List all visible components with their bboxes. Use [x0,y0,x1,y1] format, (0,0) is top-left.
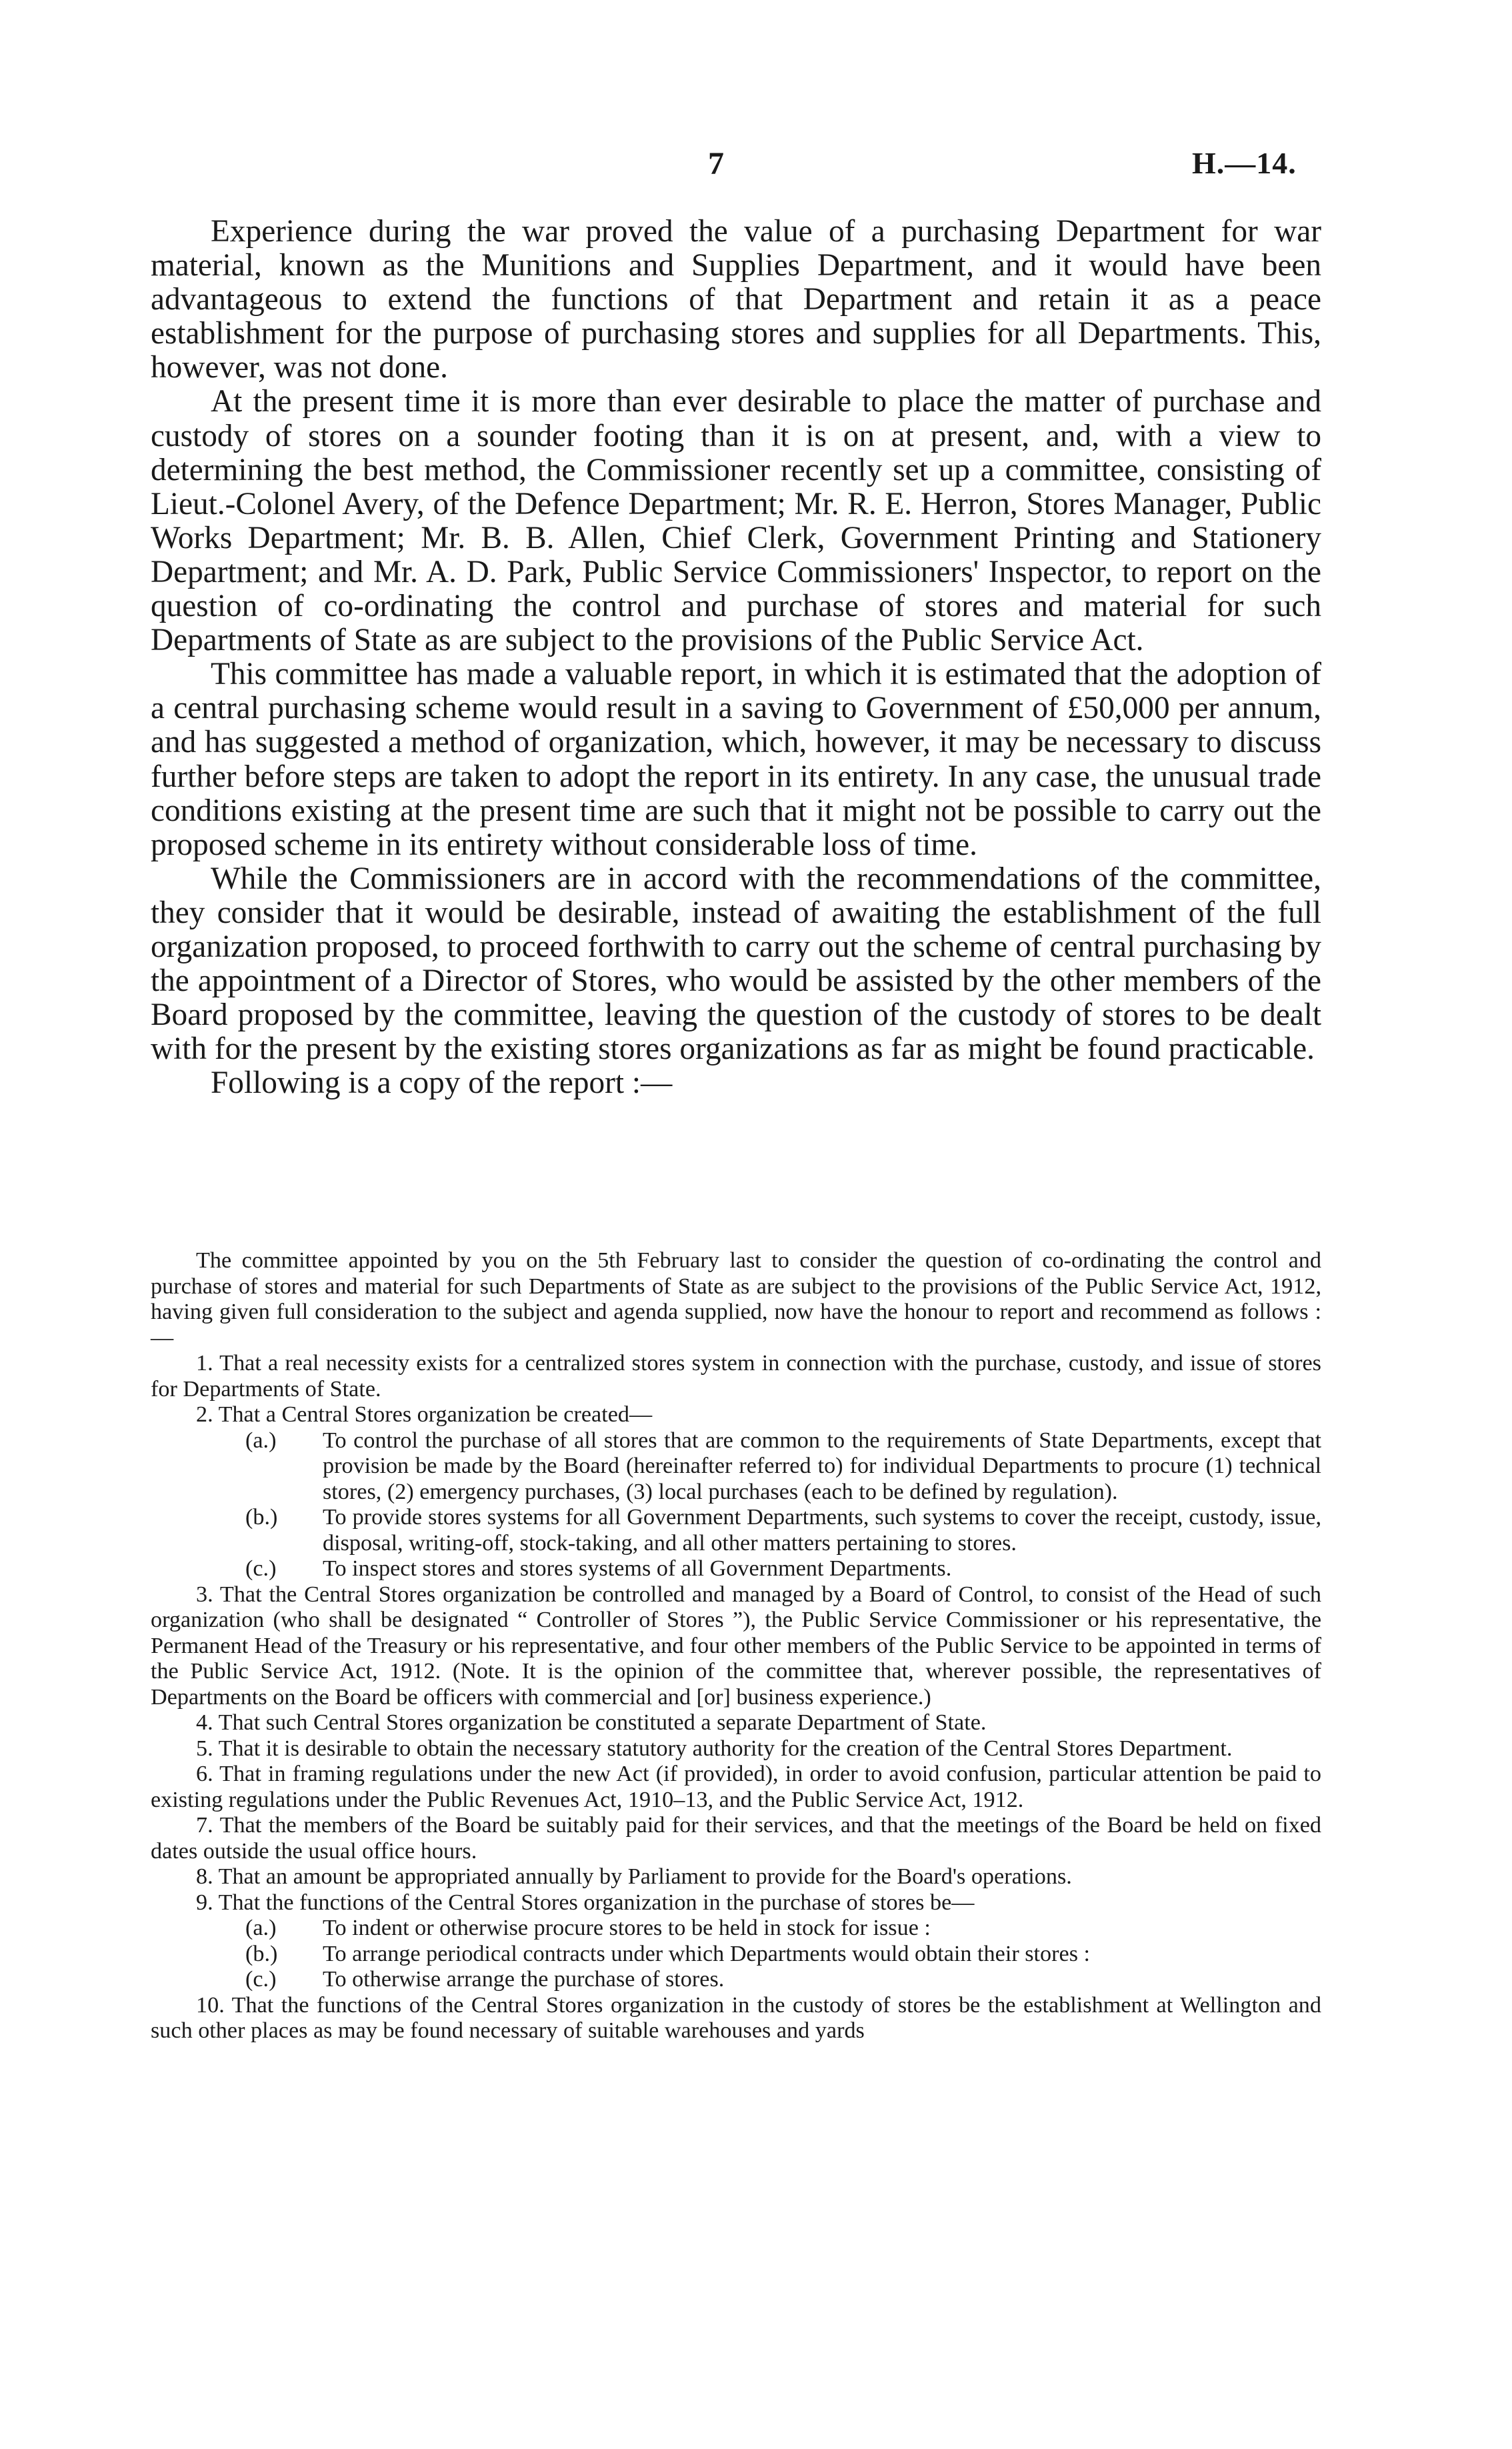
main-body [151,215,1321,1102]
item-9b-text: To arrange periodical contracts under which Departments would obtain their stores : [323,1941,1091,1966]
item-2c-text: To inspect stores and stores systems of all Government Departments. [323,1556,952,1581]
report-item-5: 5. That it is desirable to obtain the necessary statutory authority for the creation of the Central Stores Department. [196,1736,1233,1761]
report-item-1: 1. That a real necessity exists for a centralized stores system in connection with the purchase, custody, and issue of stores for Departments of State. [151,1351,1321,1402]
item-2b-label: (b.) [245,1505,278,1530]
report-item-2a [151,1428,1321,1506]
report-item-9: 9. That the functions of the Central Stores organization in the purchase of stores be— [196,1890,975,1915]
quoted-report [151,1248,1321,2044]
report-item-9a [151,1916,1321,1942]
item-9a-text: To indent or otherwise procure stores to be held in stock for issue : [323,1916,931,1940]
paragraph-committee-report: This committee has made a valuable report, in which it is estimated that the adoption of a central purchasing scheme would result in a saving to Government of £50,000 per annum, and has suggested a method of organization, which, however, it may be necessary to discuss further before steps are taken to adopt the report in its entirety. In any case, the unusual trade conditions existing at the present time are such that it might not be possible to carry out the proposed scheme in its entirety without considerable loss of time. [151,657,1321,862]
report-item-4: 4. That such Central Stores organization be constituted a separate Department of State. [196,1710,987,1735]
item-9b-label: (b.) [245,1941,278,1966]
paragraph-present-time: At the present time it is more than ever desirable to place the matter of purchase and custody of stores on a sounder footing than it is on at present, and, with a view to determining the best method, the Commissioner recently set up a committee, consisting of Lieut.-Colonel Avery, of the Defence Department; Mr. R. E. Herron, Stores Manager, Public Works Department; Mr. B. B. Allen, Chief Clerk, Government Printing and Stationery Department; and Mr. A. D. Park, Public Service Commissioners' Inspector, to report on the question of co-ordinating the control and purchase of stores and material for such Departments of State as are subject to the provisions of the Public Service Act. [151,384,1321,658]
report-item-2b [151,1505,1321,1556]
item-2a-text: To control the purchase of all stores that are common to the requirements of State Departments, except that provision be made by the Board (hereinafter referred to) for individual Departments to procure (1) technical stores, (2) emergency purchases, (3) local purchases (each to be defined by regulation). [323,1428,1321,1504]
report-item-7: 7. That the members of the Board be suitably paid for their services, and that the meetings of the Board be held on fixed dates outside the usual office hours. [151,1813,1321,1864]
paragraph-commissioners-accord: While the Commissioners are in accord with the recommendations of the committee, they consider that it would be desirable, instead of awaiting the establishment of the full organization proposed, to proceed forthwith to carry out the scheme of central purchasing by the appointment of a Director of Stores, who would be assisted by the other members of the Board proposed by the committee, leaving the question of the custody of stores to be dealt with for the present by the existing stores organizations as far as might be found practicable. [151,861,1321,1067]
paragraph-experience: Experience during the war proved the value of a purchasing Department for war material, known as the Munitions and Supplies Department, and it would have been advantageous to extend the functions of that Department and retain it as a peace establishment for the purpose of purchasing stores and supplies for all Departments. This, however, was not done. [151,214,1321,385]
document-reference: H.—14. [1192,146,1297,180]
report-item-3: 3. That the Central Stores organization be controlled and managed by a Board of Control, to consist of the Head of such organization (who shall be designated “ Controller of Stores ”), the Public Service Commissioner or his representative, the Permanent Head of the Treasury or his representative, and four other members of the Public Service to be appointed in terms of the Public Service Act, 1912. (Note. It is the opinion of the committee that, wherever possible, the representatives of Departments on the Board be officers with commercial and [or] business experience.) [151,1582,1321,1710]
page-header [0,145,1512,192]
report-item-9c [151,1967,1321,1993]
report-item-10: 10. That the functions of the Central Stores organization in the custody of stores be the establishment at Wellington and such other places as may be found necessary of suitable warehouses and yards [151,1992,1321,2043]
report-item-2: 2. That a Central Stores organization be created— [196,1402,653,1427]
item-9a-label: (a.) [245,1916,277,1940]
report-item-9b [151,1942,1321,1968]
report-item-2c [151,1556,1321,1582]
report-item-8: 8. That an amount be appropriated annually by Parliament to provide for the Board's operations. [196,1864,1072,1889]
item-2b-text: To provide stores systems for all Government Departments, such systems to cover the receipt, custody, issue, disposal, writing-off, stock-taking, and all other matters pertaining to stores. [323,1505,1321,1556]
report-intro: The committee appointed by you on the 5th February last to consider the question of co-ordinating the control and purchase of stores and material for such Departments of State as are subject to the provisions of the Public Service Act, 1912, having given full consideration to the subject and agenda supplied, now have the honour to report and recommend as follows :— [151,1248,1321,1350]
item-2c-label: (c.) [245,1556,277,1581]
paragraph-report-copy-intro: Following is a copy of the report :— [211,1065,673,1101]
item-9c-label: (c.) [245,1967,277,1992]
report-item-6: 6. That in framing regulations under the new Act (if provided), in order to avoid confusion, particular attention be paid to existing regulations under the Public Revenues Act, 1910–13, and the Public Service Act, 1912. [151,1762,1321,1812]
item-9c-text: To otherwise arrange the purchase of stores. [323,1967,725,1992]
page-number: 7 [708,146,724,181]
item-2a-label: (a.) [245,1428,277,1453]
